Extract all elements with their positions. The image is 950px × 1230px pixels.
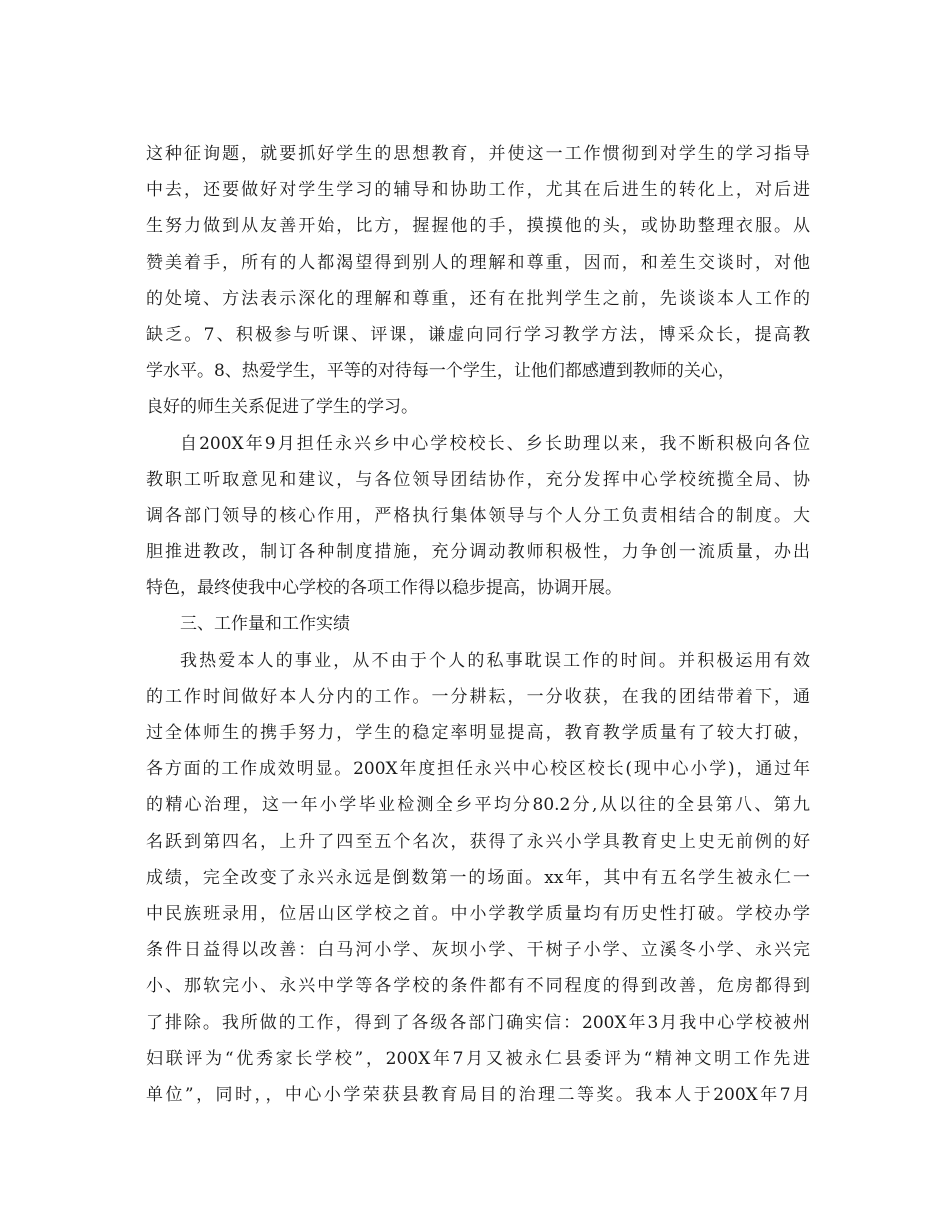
text-line: 良好的师生关系促进了学生的学习。 (146, 397, 418, 418)
document-body (146, 136, 810, 1113)
text-line: 了排除。我所做的工作，得到了各级各部门确实信：200X年3月我中心学校被州 (146, 1012, 810, 1033)
text-line: 成绩，完全改变了永兴永远是倒数第一的场面。xx年，其中有五名学生被永仁一 (146, 867, 810, 888)
text-line: 赞美着手，所有的人都渴望得到别人的理解和尊重，因而，和差生交谈时，对他 (146, 252, 810, 273)
text-line: 中民族班录用，位居山区学校之首。中小学教学质量均有历史性打破。学校办学 (146, 903, 810, 924)
text-line: 妇联评为“优秀家长学校”，200X年7月又被永仁县委评为“精神文明工作先进 (146, 1048, 810, 1069)
text-line: 自200X年9月担任永兴乡中心学校校长、乡长助理以来，我不断积极向各位 (180, 433, 810, 454)
text-line: 胆推进教改，制订各种制度措施，充分调动教师积极性，力争创一流质量，办出 (146, 542, 810, 563)
text-line: 单位”，同时，，中心小学荣获县教育局目的治理二等奖。我本人于200X年7月 (146, 1084, 810, 1105)
text-line: 小、那软完小、永兴中学等各学校的条件都有不同程度的得到改善，危房都得到 (146, 976, 810, 997)
text-line: 学水平。8、热爱学生，平等的对待每一个学生，让他们都感遭到教师的关心， (146, 361, 735, 382)
text-line: 三、工作量和工作实绩 (180, 614, 350, 635)
text-line: 教职工听取意见和建议，与各位领导团结协作，充分发挥中心学校统揽全局、协 (146, 469, 810, 490)
text-line: 条件日益得以改善：白马河小学、灰坝小学、干树子小学、立溪冬小学、永兴完 (146, 940, 810, 961)
text-line: 这种征询题，就要抓好学生的思想教育，并使这一工作惯彻到对学生的学习指导 (146, 144, 810, 164)
text-line: 各方面的工作成效明显。200X年度担任永兴中心校区校长(现中心小学)，通过年 (146, 759, 810, 780)
text-line: 的处境、方法表示深化的理解和尊重，还有在批判学生之前，先谈谈本人工作的 (146, 288, 810, 309)
text-line: 中去，还要做好对学生学习的辅导和协助工作，尤其在后进生的转化上，对后进 (146, 180, 810, 201)
text-line: 我热爱本人的事业，从不由于个人的私事耽误工作的时间。并积极运用有效 (180, 650, 810, 671)
text-line: 特色，最终使我中心学校的各项工作得以稳步提高，协调开展。 (146, 578, 622, 599)
text-line: 过全体师生的携手努力，学生的稳定率明显提高，教育教学质量有了较大打破， (146, 723, 810, 743)
text-line: 调各部门领导的核心作用，严格执行集体领导与个人分工负责相结合的制度。大 (146, 505, 810, 526)
text-line: 的精心治理，这一年小学毕业检测全乡平均分80.2分,从以往的全县第八、第九 (146, 795, 810, 816)
text-line: 生努力做到从友善开始，比方，握握他的手，摸摸他的头，或协助整理衣服。从 (146, 216, 810, 237)
text-line: 的工作时间做好本人分内的工作。一分耕耘，一分收获，在我的团结带着下，通 (146, 686, 810, 707)
text-line: 名跃到第四名，上升了四至五个名次，获得了永兴小学具教育史上史无前例的好 (146, 831, 810, 852)
text-line: 缺乏。7、积极参与听课、评课，谦虚向同行学习教学方法，博采众长，提高教 (146, 324, 810, 345)
